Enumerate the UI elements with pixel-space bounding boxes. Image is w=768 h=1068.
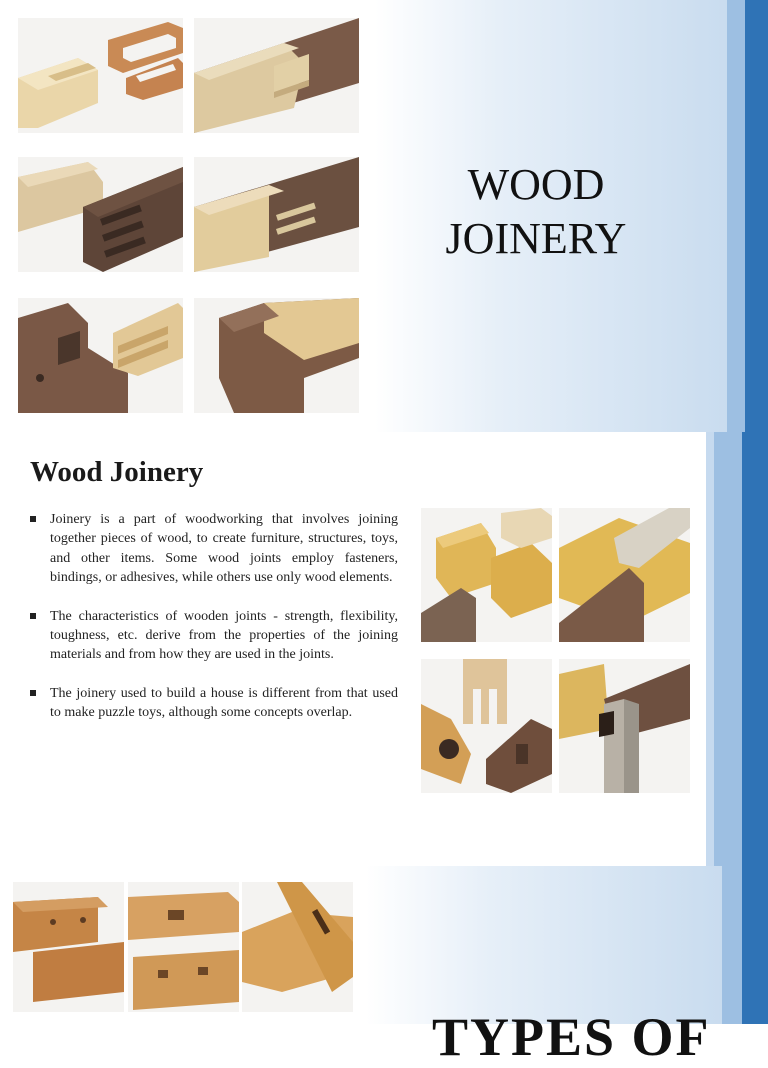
bullet-list [30, 510, 398, 742]
types-title-panel [366, 866, 722, 1024]
joint-photo-5 [18, 298, 183, 413]
accent-stripe-pale [706, 432, 714, 866]
accent-stripe-dark [742, 866, 768, 1024]
bullet-item [30, 510, 398, 588]
section-heading: Wood Joinery [30, 456, 204, 488]
joint-photo-1 [18, 18, 183, 133]
joint-photo-10 [559, 659, 690, 793]
joint-photo-2 [194, 18, 359, 133]
bullet-square-icon [30, 516, 36, 522]
bullet-text: The characteristics of wooden joints - strength, flexibility, toughness, etc. derive from the properties of the joining materials and from how they are used in the joints. [50, 608, 398, 663]
accent-stripe-dark [742, 432, 768, 866]
joint-photo-4 [194, 157, 359, 272]
types-title: TYPES OF [432, 1007, 711, 1067]
joint-photo-3 [18, 157, 183, 272]
accent-stripe-dark [745, 0, 768, 432]
title-line-1: WOOD [467, 160, 605, 209]
title-line-2: JOINERY [445, 214, 627, 263]
bullet-item [30, 607, 398, 665]
joint-photo-9 [421, 659, 552, 793]
bullet-text: Joinery is a part of woodworking that involves joining together pieces of wood, to create furniture, structures, toys, and other items. Some wood joints employ fasteners, bindings, or adhesives, while others use only wood elements. [50, 512, 398, 586]
slide-types-of-joints [0, 866, 768, 1067]
bullet-square-icon [30, 690, 36, 696]
joint-photo-7 [421, 508, 552, 642]
joint-photo-11 [13, 882, 124, 1012]
bullet-square-icon [30, 613, 36, 619]
bullet-text: The joinery used to build a house is different from that used to make puzzle toys, although some concepts overlap. [50, 685, 398, 721]
bullet-item [30, 684, 398, 723]
slide-wood-joinery [0, 432, 768, 866]
page-title [416, 158, 656, 266]
accent-stripe-light [714, 432, 742, 866]
joint-photo-8 [559, 508, 690, 642]
accent-stripe-light [722, 866, 742, 1024]
accent-stripe-light [727, 0, 745, 432]
slide-title [0, 0, 768, 432]
joint-photo-13 [242, 882, 353, 1012]
joint-photo-6 [194, 298, 359, 413]
joint-photo-12 [128, 882, 239, 1012]
